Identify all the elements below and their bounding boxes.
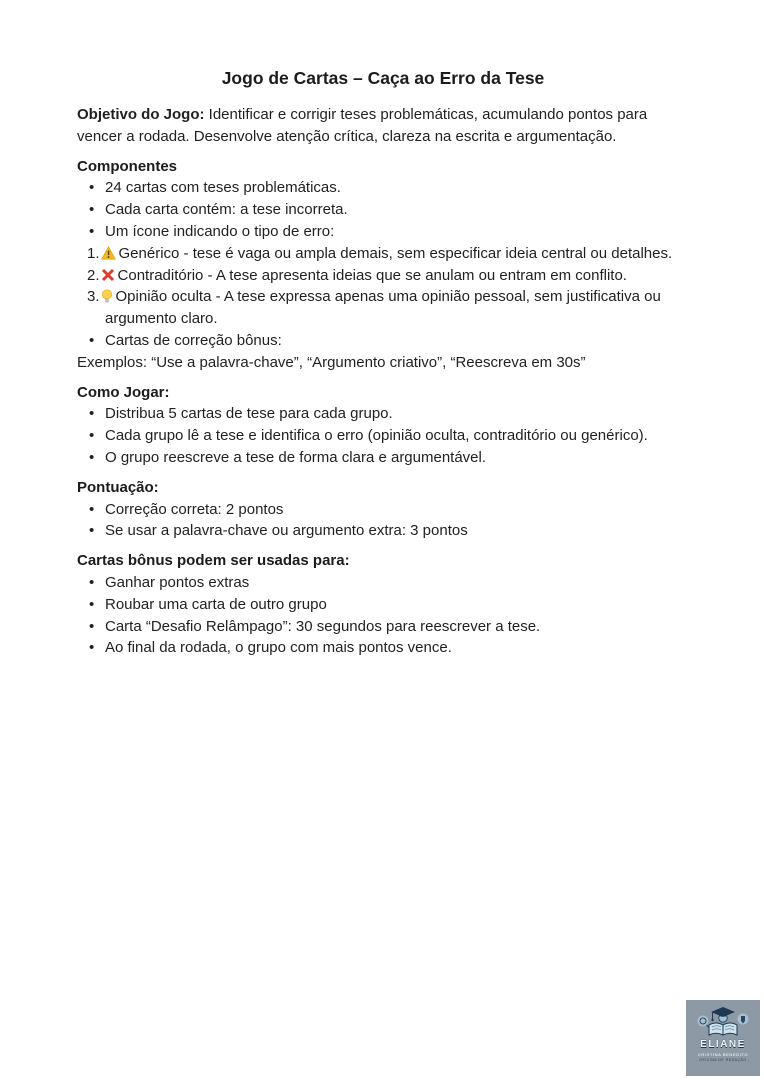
list-item: • Roubar uma carta de outro grupo [77,594,689,616]
item-number: 3. [87,288,100,306]
list-item [77,286,689,330]
logo-subtitle-1: CRISTINA BENEDITO [697,1052,749,1057]
brand-logo [686,1000,760,1076]
objective-paragraph [77,104,689,148]
how-to-play-list [77,403,689,468]
logo-subtitle-2: - OFICINA DE REDAÇÃO - [696,1058,750,1062]
lightbulb-icon [101,289,113,303]
bonus-bullet-list [77,330,689,352]
list-item: • Ganhar pontos extras [77,572,689,594]
list-item: • O grupo reescreve a tese de forma clara e argumentável. [77,447,689,469]
item-number: 1. [87,244,100,262]
scoring-list [77,499,689,543]
warning-icon [101,246,116,260]
list-item: • 24 cartas com teses problemáticas. [77,177,689,199]
bonus-cards-list [77,572,689,659]
error-types-list [77,243,689,330]
page-content [77,0,689,659]
examples-line: Exemplos: “Use a palavra-chave”, “Argumento criativo”, “Reescreva em 30s” [77,353,586,371]
error-type-text: Genérico - tese é vaga ou ampla demais, sem especificar ideia central ou detalhes. [118,244,673,262]
heading-components: Componentes [77,157,178,175]
list-item [77,243,689,265]
item-number: 2. [87,266,100,284]
list-item: • Correção correta: 2 pontos [77,499,689,521]
list-item: • Carta “Desafio Relâmpago”: 30 segundos para reescrever a tese. [77,616,689,638]
page-title: Jogo de Cartas – Caça ao Erro da Tese [221,68,545,88]
list-item: • Um ícone indicando o tipo de erro: [77,221,689,243]
list-item: • Ao final da rodada, o grupo com mais pontos vence. [77,637,689,659]
logo-wordmark: ELIANE [700,1039,746,1050]
list-item: • Se usar a palavra-chave ou argumento extra: 3 pontos [77,520,689,542]
heading-how-to-play: Como Jogar: [77,383,170,401]
components-list [77,177,689,242]
heading-scoring: Pontuação: [77,478,159,496]
list-item [77,265,689,287]
heading-bonus-cards: Cartas bônus podem ser usadas para: [77,552,350,570]
graduation-cap-book-icon [695,1005,751,1039]
list-item: • Cartas de correção bônus: [77,330,689,352]
objective-label: Objetivo do Jogo: [77,106,205,123]
error-type-text: Opinião oculta - A tese expressa apenas uma opinião pessoal, sem justificativa ou argumento claro. [105,288,661,328]
error-type-text: Contraditório - A tese apresenta ideias que se anulam ou entram em conflito. [117,266,627,284]
list-item: • Cada grupo lê a tese e identifica o erro (opinião oculta, contraditório ou genérico). [77,425,689,447]
list-item: • Distribua 5 cartas de tese para cada grupo. [77,403,689,425]
list-item: • Cada carta contém: a tese incorreta. [77,199,689,221]
cross-icon [101,268,115,282]
objective-text: Identificar e corrigir teses problemáticas, acumulando pontos para vencer a rodada. Desenvolve atenção crítica, clareza na escrita e argumentação. [77,106,648,145]
